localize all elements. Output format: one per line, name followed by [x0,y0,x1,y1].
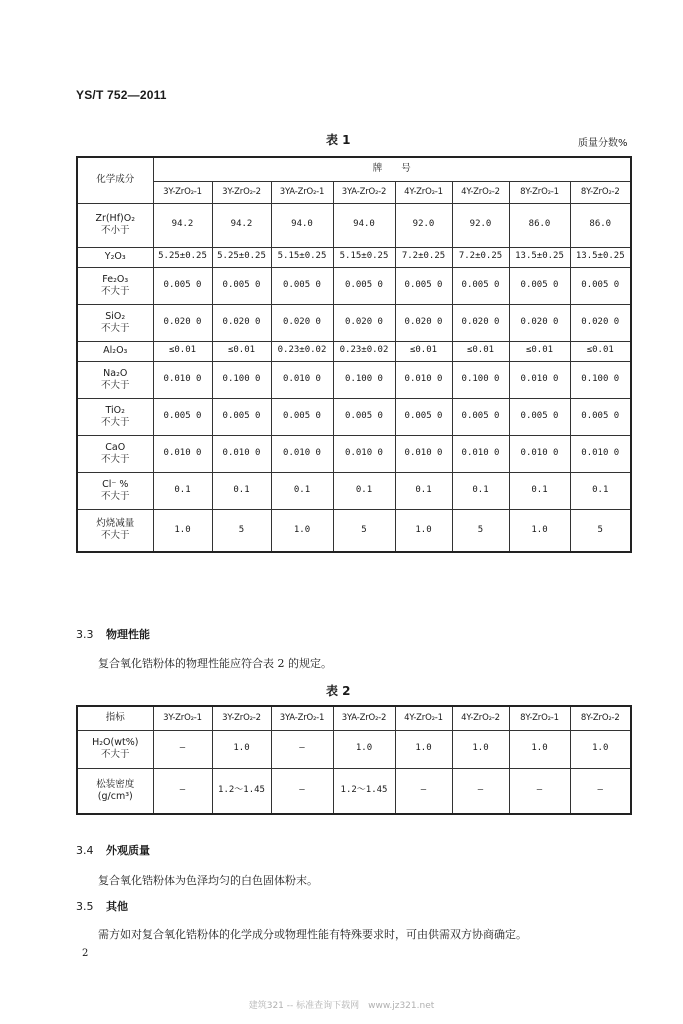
table1-cell: 0.010 0 [509,361,570,398]
section-3-5-text: 需方如对复合氧化锆粉体的化学成分或物理性能有特殊要求时，可由供需双方协商确定。 [98,928,527,941]
table1-cell: 0.005 0 [509,398,570,435]
table1-row [77,398,631,435]
component-name: Na₂O [103,367,128,379]
table1-cell: 92.0 [452,203,509,247]
component-name: CaO [105,441,126,453]
table1-cell: 86.0 [570,203,631,247]
table1-cell: 0.23±0.02 [333,341,395,361]
table1-cell: 0.005 0 [570,267,631,304]
section-3-3-text: 复合氧化锆粉体的物理性能应符合表 2 的规定。 [98,657,332,670]
table1-cell: 0.100 0 [333,361,395,398]
table1-cell: 0.010 0 [395,435,452,472]
table1-cell: ≤0.01 [452,341,509,361]
section-title: 其他 [106,900,128,913]
table1-cell: 94.0 [333,203,395,247]
table2-cell: — [570,768,631,814]
table1-cell: 7.2±0.25 [395,247,452,267]
section-3-4-heading [76,842,150,858]
table1-row-label [77,267,153,304]
table1-grade-header: 3YA-ZrO₂-1 [271,181,333,203]
table1-cell: 0.010 0 [333,435,395,472]
table1-corner-label: 化学成分 [77,157,153,203]
table1-cell: 0.010 0 [395,361,452,398]
table1-cell: 0.1 [271,472,333,509]
table-1 [76,156,632,553]
table1-row [77,304,631,341]
table1-row [77,361,631,398]
table1-row [77,509,631,552]
table1-cell: 0.100 0 [570,361,631,398]
table1-body [77,203,631,552]
table1-row-label [77,361,153,398]
table1-cell: 0.005 0 [333,398,395,435]
table1-cell: 0.010 0 [509,435,570,472]
section-number: 3.5 [76,900,94,913]
page-number: 2 [82,948,89,959]
table1-row [77,247,631,267]
limit-condition: 不大于 [100,453,130,465]
table-2 [76,705,632,815]
table1-cell: 0.020 0 [333,304,395,341]
table2-cell: — [271,730,333,768]
table1-cell: 0.1 [395,472,452,509]
table1-cell: 0.020 0 [153,304,212,341]
limit-condition: 不大于 [100,285,130,297]
table1-cell: 0.1 [153,472,212,509]
table1-cell: 0.020 0 [570,304,631,341]
table1-cell: 0.005 0 [452,398,509,435]
table2-grade-header: 8Y-ZrO₂-2 [570,706,631,730]
table1-grade-header: 3Y-ZrO₂-1 [153,181,212,203]
table1-cell: ≤0.01 [212,341,271,361]
table1-cell: 0.1 [509,472,570,509]
table2-cell: — [153,730,212,768]
table1-cell: 5.25±0.25 [212,247,271,267]
table1-cell: 0.010 0 [452,435,509,472]
table1-cell: 0.005 0 [333,267,395,304]
table1-grade-header: 4Y-ZrO₂-1 [395,181,452,203]
section-title: 外观质量 [106,844,150,857]
table1-cell: 0.1 [333,472,395,509]
table1-cell: 0.010 0 [271,361,333,398]
table2-grade-header: 4Y-ZrO₂-2 [452,706,509,730]
section-number: 3.4 [76,844,94,857]
table1-cell: 0.100 0 [212,361,271,398]
table1-cell: 0.1 [570,472,631,509]
table1-cell: 13.5±0.25 [509,247,570,267]
table1-cell: 5 [452,509,509,552]
limit-condition: 不大于 [100,490,130,502]
section-3-4-text: 复合氧化锆粉体为色泽均匀的白色固体粉末。 [98,874,318,887]
table1-cell: 0.010 0 [570,435,631,472]
table2-grade-header: 3Y-ZrO₂-1 [153,706,212,730]
table1-cell: ≤0.01 [153,341,212,361]
table1-cell: 0.100 0 [452,361,509,398]
table1-cell: 0.005 0 [570,398,631,435]
limit-condition: 不大于 [100,379,130,391]
table1-row [77,267,631,304]
standard-code: YS/T 752—2011 [76,88,167,102]
component-name: SiO₂ [105,310,126,322]
table2-row-label [77,768,153,814]
table1-cell: 7.2±0.25 [452,247,509,267]
table1-row [77,472,631,509]
limit-condition: 不大于 [100,749,130,760]
table1-cell: 5.15±0.25 [333,247,395,267]
table1-cell: 13.5±0.25 [570,247,631,267]
table1-cell: 0.020 0 [395,304,452,341]
table1-cell: 0.005 0 [271,267,333,304]
table2-cell: — [395,768,452,814]
table1-cell: 0.005 0 [153,267,212,304]
table1-unit: 质量分数% [578,138,628,149]
table1-cell: ≤0.01 [509,341,570,361]
table1-cell: 1.0 [509,509,570,552]
table1-cell: 0.23±0.02 [271,341,333,361]
table1-cell: 0.010 0 [271,435,333,472]
component-name: TiO₂ [105,404,125,416]
component-name: H₂O(wt%) [92,737,139,749]
section-number: 3.3 [76,628,94,641]
table1-row-label [77,472,153,509]
footer-watermark: 建筑321 -- 标准查询下载网 www.jz321.net [248,1001,435,1011]
table1-cell: 5 [333,509,395,552]
table2-cell: 1.0 [333,730,395,768]
table1-row-label [77,304,153,341]
table1-cell: 0.020 0 [271,304,333,341]
table1-row-label [77,398,153,435]
table1-row [77,435,631,472]
table1-cell: 0.020 0 [452,304,509,341]
table1-cell: 0.1 [212,472,271,509]
table1-cell: 0.005 0 [395,267,452,304]
table2-cell: 1.2～1.45 [333,768,395,814]
component-name: 灼烧减量 [96,518,135,530]
table1-caption: 表 1 [326,133,351,147]
table1-cell: 86.0 [509,203,570,247]
table1-cell: 0.005 0 [212,398,271,435]
table2-cell: 1.0 [452,730,509,768]
table2-cell: — [509,768,570,814]
table1-row-label [77,203,153,247]
table2-cell: — [452,768,509,814]
table2-row [77,768,631,814]
table1-cell: 0.010 0 [212,435,271,472]
table2-cell: 1.0 [395,730,452,768]
table1-cell: 5.25±0.25 [153,247,212,267]
table2-cell: 1.0 [509,730,570,768]
table1-cell: 0.1 [452,472,509,509]
limit-condition: 不大于 [100,416,130,428]
table1-cell: 94.2 [212,203,271,247]
table1-grade-header: 4Y-ZrO₂-2 [452,181,509,203]
table1-grade-header: 3YA-ZrO₂-2 [333,181,395,203]
component-name: Y₂O₃ [104,251,126,263]
table1-cell: 0.005 0 [395,398,452,435]
table2-cell: — [271,768,333,814]
table1-row-label [77,509,153,552]
table1-cell: 0.020 0 [509,304,570,341]
table1-cell: 0.010 0 [153,435,212,472]
table2-caption: 表 2 [326,684,351,698]
table2-row [77,730,631,768]
table1-cell: 5 [212,509,271,552]
limit-condition: (g/cm³) [97,790,133,802]
table1-row [77,341,631,361]
table1-cell: 0.005 0 [153,398,212,435]
table1-grade-header: 3Y-ZrO₂-2 [212,181,271,203]
limit-condition: 不大于 [100,530,130,542]
table2-cell: 1.2～1.45 [212,768,271,814]
limit-condition: 不大于 [100,322,130,334]
section-3-5-heading [76,898,128,914]
table1-cell: 92.0 [395,203,452,247]
table1-cell: 0.005 0 [509,267,570,304]
component-name: Zr(Hf)O₂ [95,213,136,225]
table2-grade-header: 8Y-ZrO₂-1 [509,706,570,730]
table1-row-label [77,341,153,361]
table2-grade-header: 4Y-ZrO₂-1 [395,706,452,730]
table2-cell: 1.0 [212,730,271,768]
component-name: Fe₂O₃ [102,273,129,285]
table2-cell: — [153,768,212,814]
table2-corner-label: 指标 [77,706,153,730]
table1-grade-header: 8Y-ZrO₂-2 [570,181,631,203]
component-name: 松装密度 [96,778,135,790]
table1-cell: 5 [570,509,631,552]
table1-grade-header: 8Y-ZrO₂-1 [509,181,570,203]
table1-row-label [77,435,153,472]
table2-grade-header: 3YA-ZrO₂-2 [333,706,395,730]
limit-condition: 不小于 [100,225,130,236]
table1-cell: 0.010 0 [153,361,212,398]
table2-cell: 1.0 [570,730,631,768]
table1-row [77,203,631,247]
component-name: Al₂O₃ [103,345,128,357]
table1-cell: 1.0 [153,509,212,552]
table1-cell: ≤0.01 [570,341,631,361]
table1-cell: 1.0 [395,509,452,552]
table2-body [77,730,631,814]
table1-row-label [77,247,153,267]
table1-cell: 0.005 0 [452,267,509,304]
table1-cell: 5.15±0.25 [271,247,333,267]
table1-group-label: 牌 号 [153,157,631,181]
table1-cell: 94.2 [153,203,212,247]
table1-cell: ≤0.01 [395,341,452,361]
table1-cell: 0.020 0 [212,304,271,341]
component-name: Cl⁻ % [102,478,129,490]
table1-cell: 0.005 0 [212,267,271,304]
table1-cell: 94.0 [271,203,333,247]
table2-grade-header: 3YA-ZrO₂-1 [271,706,333,730]
section-title: 物理性能 [106,628,150,641]
table2-grade-header: 3Y-ZrO₂-2 [212,706,271,730]
table2-row-label [77,730,153,768]
table1-cell: 0.005 0 [271,398,333,435]
table1-cell: 1.0 [271,509,333,552]
section-3-3-heading [76,626,150,642]
